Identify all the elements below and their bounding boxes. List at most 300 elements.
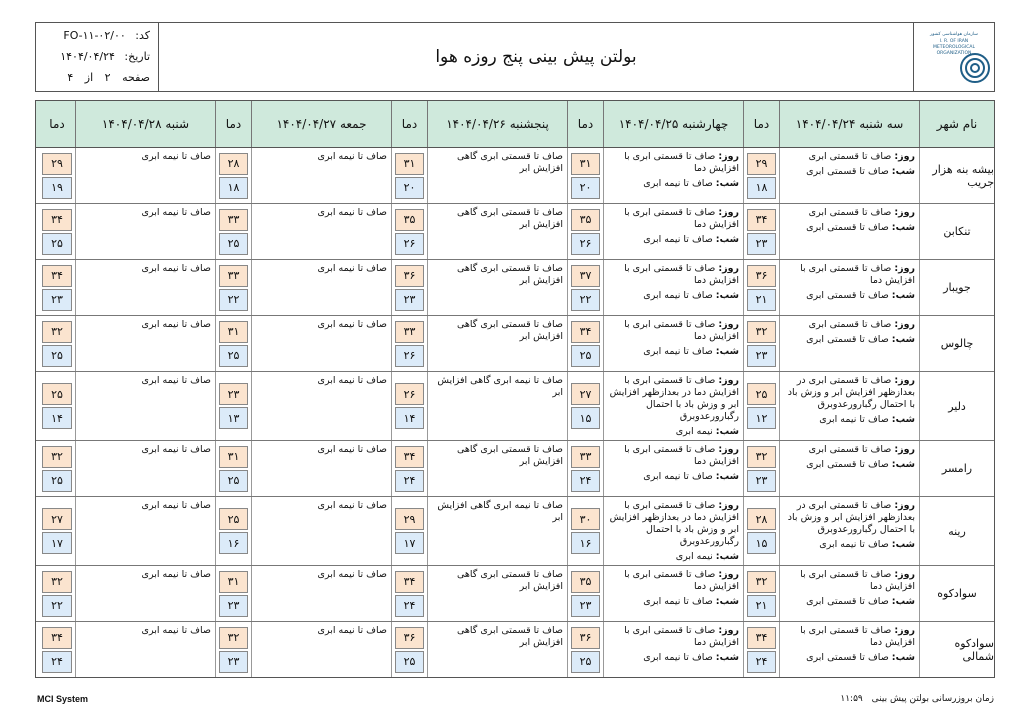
- day-condition: صاف تا نیمه ابری: [317, 500, 387, 511]
- min-temp: ۲۱: [747, 595, 776, 617]
- day-label: روز:: [718, 500, 739, 511]
- night-label: شب:: [891, 290, 915, 301]
- day-forecast: [603, 260, 743, 315]
- day-condition: صاف تا قسمتی ابری با افزایش دما: [624, 207, 739, 230]
- min-temp: ۲۳: [219, 595, 248, 617]
- day-condition: صاف تا قسمتی ابری با افزایش دما: [624, 569, 739, 592]
- logo-graphic: [914, 23, 994, 91]
- min-temp: ۲۲: [42, 595, 72, 617]
- temperature-cell: [391, 566, 427, 621]
- max-temp: ۲۸: [219, 153, 248, 175]
- date-line: [60, 50, 150, 63]
- day-label: روز:: [718, 444, 739, 455]
- max-temp: ۳۴: [42, 265, 72, 287]
- temperature-cell: [39, 622, 75, 677]
- logo-text-2: METEOROLOGICAL: [933, 45, 975, 50]
- footer-update-value: ۱۱:۵۹: [840, 694, 863, 704]
- logo-text-1: I. R. OF IRAN: [939, 39, 969, 44]
- max-temp: ۲۹: [747, 153, 776, 175]
- day-line: [784, 444, 915, 456]
- night-label: شب:: [715, 596, 739, 607]
- night-line: [784, 652, 915, 664]
- temperature-cell: [743, 260, 779, 315]
- night-condition: صاف تا قسمتی ابری: [806, 459, 889, 470]
- night-line: [784, 166, 915, 178]
- table-row: [36, 566, 994, 622]
- max-temp: ۲۹: [42, 153, 72, 175]
- day-condition: صاف تا نیمه ابری: [317, 319, 387, 330]
- night-label: شب:: [715, 234, 739, 245]
- min-temp: ۲۵: [219, 233, 248, 255]
- day-forecast: [603, 372, 743, 440]
- temperature-cell: [743, 316, 779, 371]
- night-condition: صاف تا نیمه ابری: [643, 178, 713, 189]
- min-temp: ۲۵: [571, 345, 600, 367]
- min-temp: ۲۵: [42, 470, 72, 492]
- city-name: تنکابن: [919, 204, 994, 259]
- day-forecast: [427, 148, 567, 203]
- day-label: روز:: [894, 500, 915, 511]
- day-label: روز:: [894, 625, 915, 636]
- day-condition: صاف تا نیمه ابری گاهی افزایش ابر: [437, 500, 563, 523]
- day-line: [784, 500, 915, 536]
- temperature-cell: [391, 441, 427, 496]
- max-temp: ۲۹: [395, 508, 424, 530]
- day-forecast: [427, 497, 567, 565]
- min-temp: ۱۳: [219, 407, 248, 429]
- logo-text-fa: سازمان هواشناسی کشور: [930, 32, 978, 37]
- day-condition: صاف تا قسمتی ابری در بعدازظهر افزایش ابر و وزش باد با احتمال رگبارورعدوبرق: [787, 375, 915, 410]
- night-line: [608, 290, 739, 302]
- max-temp: ۳۴: [747, 627, 776, 649]
- min-temp: ۲۳: [219, 651, 248, 673]
- min-temp: ۲۲: [219, 289, 248, 311]
- day-condition: صاف تا قسمتی ابری با افزایش دما: [624, 444, 739, 467]
- day-line: [608, 444, 739, 468]
- temperature-cell: [567, 148, 603, 203]
- day-condition: صاف تا قسمتی ابری با افزایش دما: [800, 625, 915, 648]
- temperature-cell: [743, 204, 779, 259]
- night-label: شب:: [891, 539, 915, 550]
- day-forecast: [603, 441, 743, 496]
- min-temp: ۱۸: [747, 177, 776, 199]
- temperature-cell: [391, 497, 427, 565]
- night-condition: صاف تا نیمه ابری: [819, 539, 889, 550]
- page-value: ۲: [104, 71, 111, 84]
- min-temp: ۲۲: [571, 289, 600, 311]
- min-temp: ۲۳: [395, 289, 424, 311]
- night-line: [784, 459, 915, 471]
- table-row: [36, 260, 994, 316]
- night-condition: صاف تا نیمه ابری: [819, 414, 889, 425]
- day-condition: صاف تا قسمتی ابری با افزایش دما در بعدازظهر افزایش ابر و وزش باد با احتمال رگبارورعدوبرق: [609, 375, 739, 422]
- day-line: [608, 375, 739, 423]
- footer-update-time: [840, 694, 994, 704]
- day-forecast: [779, 622, 919, 677]
- min-temp: ۲۰: [571, 177, 600, 199]
- day-forecast: [75, 260, 215, 315]
- temperature-cell: [391, 204, 427, 259]
- day-forecast: [779, 260, 919, 315]
- table-row: [36, 622, 994, 677]
- city-name: رامسر: [919, 441, 994, 496]
- min-temp: ۲۴: [42, 651, 72, 673]
- min-temp: ۱۶: [571, 532, 600, 554]
- max-temp: ۲۸: [747, 508, 776, 530]
- night-condition: صاف تا نیمه ابری: [643, 346, 713, 357]
- day-forecast: [427, 204, 567, 259]
- day-condition: صاف تا قسمتی ابری: [808, 207, 892, 218]
- temperature-cell: [39, 372, 75, 440]
- max-temp: ۳۴: [395, 446, 424, 468]
- day-condition: صاف تا نیمه ابری: [141, 569, 211, 580]
- day-line: [608, 500, 739, 548]
- day-forecast: [75, 441, 215, 496]
- of-label: از: [84, 71, 94, 84]
- min-temp: ۲۳: [747, 345, 776, 367]
- day-condition: صاف تا قسمتی ابری: [808, 151, 892, 162]
- table-row: [36, 316, 994, 372]
- day-forecast: [251, 316, 391, 371]
- temperature-cell: [391, 148, 427, 203]
- day-label: روز:: [718, 375, 739, 386]
- table-header-row: [36, 101, 994, 148]
- night-label: شب:: [715, 346, 739, 357]
- night-condition: صاف تا قسمتی ابری: [806, 290, 889, 301]
- footer-system-name: MCI System: [37, 694, 89, 704]
- temperature-cell: [391, 260, 427, 315]
- temperature-cell: [567, 622, 603, 677]
- day-forecast: [603, 148, 743, 203]
- min-temp: ۲۵: [219, 470, 248, 492]
- day-line: [608, 207, 739, 231]
- table-row: [36, 497, 994, 566]
- city-name: سوادکوه شمالی: [919, 622, 994, 677]
- day-forecast: [75, 497, 215, 565]
- night-condition: صاف تا نیمه ابری: [643, 290, 713, 301]
- temperature-cell: [391, 316, 427, 371]
- max-temp: ۳۶: [571, 627, 600, 649]
- night-line: [608, 551, 739, 563]
- max-temp: ۲۵: [747, 383, 776, 405]
- min-temp: ۲۶: [571, 233, 600, 255]
- day-condition: صاف تا قسمتی ابری گاهی افزایش ابر: [456, 444, 563, 467]
- night-condition: صاف تا نیمه ابری: [643, 652, 713, 663]
- max-temp: ۲۷: [42, 508, 72, 530]
- max-temp: ۳۶: [747, 265, 776, 287]
- max-temp: ۳۴: [571, 321, 600, 343]
- max-temp: ۳۲: [42, 446, 72, 468]
- temperature-cell: [567, 260, 603, 315]
- max-temp: ۳۶: [395, 265, 424, 287]
- temperature-cell: [567, 204, 603, 259]
- night-label: شب:: [715, 426, 739, 437]
- min-temp: ۱۷: [395, 532, 424, 554]
- night-label: شب:: [891, 459, 915, 470]
- day-condition: صاف تا قسمتی ابری گاهی افزایش ابر: [456, 207, 563, 230]
- day-condition: صاف تا قسمتی ابری با افزایش دما در بعدازظهر افزایش ابر و وزش باد با احتمال رگبارورعدوبرق: [609, 500, 739, 547]
- min-temp: ۲۵: [42, 345, 72, 367]
- max-temp: ۳۰: [571, 508, 600, 530]
- max-temp: ۳۶: [395, 627, 424, 649]
- bulletin-header: [35, 22, 995, 92]
- day-condition: صاف تا قسمتی ابری: [808, 319, 892, 330]
- temperature-cell: [743, 622, 779, 677]
- day-condition: صاف تا نیمه ابری: [317, 625, 387, 636]
- day-condition: صاف تا نیمه ابری: [317, 207, 387, 218]
- day-line: [784, 263, 915, 287]
- day-forecast: [75, 566, 215, 621]
- day-condition: صاف تا نیمه ابری گاهی افزایش ابر: [437, 375, 563, 398]
- min-temp: ۲۶: [395, 233, 424, 255]
- temperature-cell: [39, 148, 75, 203]
- min-temp: ۲۱: [747, 289, 776, 311]
- day-condition: صاف تا قسمتی ابری با افزایش دما: [624, 319, 739, 342]
- column-header-temp: دما: [391, 101, 427, 147]
- day-label: روز:: [894, 444, 915, 455]
- max-temp: ۳۴: [42, 627, 72, 649]
- forecast-table: [35, 100, 995, 678]
- code-label: کد:: [135, 29, 150, 42]
- city-name: دلیر: [919, 372, 994, 440]
- temperature-cell: [39, 204, 75, 259]
- temperature-cell: [743, 148, 779, 203]
- day-forecast: [251, 566, 391, 621]
- day-forecast: [603, 204, 743, 259]
- table-row: [36, 441, 994, 497]
- day-line: [784, 207, 915, 219]
- min-temp: ۲۰: [395, 177, 424, 199]
- day-forecast: [251, 622, 391, 677]
- day-condition: صاف تا قسمتی ابری گاهی افزایش ابر: [456, 569, 563, 592]
- code-value: FO-۱۱-۰۲/۰۰: [63, 29, 126, 42]
- column-header-day: پنجشنبه ۱۴۰۴/۰۴/۲۶: [427, 101, 567, 147]
- night-condition: نیمه ابری: [675, 426, 713, 437]
- day-label: روز:: [894, 151, 915, 162]
- day-line: [608, 263, 739, 287]
- temperature-cell: [215, 566, 251, 621]
- min-temp: ۲۳: [747, 470, 776, 492]
- day-line: [608, 319, 739, 343]
- day-forecast: [779, 566, 919, 621]
- min-temp: ۱۴: [395, 407, 424, 429]
- column-header-temp: دما: [743, 101, 779, 147]
- min-temp: ۲۵: [42, 233, 72, 255]
- min-temp: ۱۲: [747, 407, 776, 429]
- day-label: روز:: [718, 569, 739, 580]
- page-line: [67, 71, 150, 84]
- column-header-day: جمعه ۱۴۰۴/۰۴/۲۷: [251, 101, 391, 147]
- temperature-cell: [215, 497, 251, 565]
- day-condition: صاف تا نیمه ابری: [141, 444, 211, 455]
- max-temp: ۳۳: [395, 321, 424, 343]
- max-temp: ۳۲: [747, 571, 776, 593]
- day-forecast: [251, 204, 391, 259]
- night-label: شب:: [891, 596, 915, 607]
- day-forecast: [779, 204, 919, 259]
- city-name: بیشه بنه هزار جریب: [919, 148, 994, 203]
- day-forecast: [75, 316, 215, 371]
- night-line: [784, 334, 915, 346]
- day-forecast: [603, 622, 743, 677]
- day-label: روز:: [894, 569, 915, 580]
- city-name: رینه: [919, 497, 994, 565]
- day-condition: صاف تا قسمتی ابری با افزایش دما: [800, 569, 915, 592]
- night-condition: صاف تا قسمتی ابری: [806, 596, 889, 607]
- max-temp: ۲۵: [219, 508, 248, 530]
- day-label: روز:: [718, 207, 739, 218]
- min-temp: ۲۵: [395, 651, 424, 673]
- max-temp: ۲۵: [42, 383, 72, 405]
- max-temp: ۳۴: [395, 571, 424, 593]
- column-header-temp: دما: [215, 101, 251, 147]
- day-forecast: [75, 372, 215, 440]
- temperature-cell: [567, 372, 603, 440]
- night-label: شب:: [891, 414, 915, 425]
- day-condition: صاف تا نیمه ابری: [317, 569, 387, 580]
- day-forecast: [427, 316, 567, 371]
- night-label: شب:: [891, 166, 915, 177]
- day-label: روز:: [894, 263, 915, 274]
- page-total: ۴: [67, 71, 74, 84]
- day-line: [784, 375, 915, 411]
- max-temp: ۲۳: [219, 383, 248, 405]
- night-line: [608, 596, 739, 608]
- min-temp: ۲۴: [747, 651, 776, 673]
- night-condition: صاف تا نیمه ابری: [643, 471, 713, 482]
- max-temp: ۳۲: [747, 446, 776, 468]
- day-forecast: [251, 260, 391, 315]
- column-header-temp: دما: [49, 117, 65, 131]
- night-line: [784, 222, 915, 234]
- day-condition: صاف تا نیمه ابری: [317, 444, 387, 455]
- page-title: بولتن پیش بینی پنج روزه هوا: [435, 47, 637, 67]
- night-label: شب:: [715, 652, 739, 663]
- max-temp: ۳۵: [571, 209, 600, 231]
- max-temp: ۳۲: [42, 321, 72, 343]
- min-temp: ۲۵: [219, 345, 248, 367]
- day-forecast: [427, 260, 567, 315]
- day-condition: صاف تا نیمه ابری: [141, 625, 211, 636]
- document-code-box: [36, 23, 159, 91]
- night-condition: صاف تا نیمه ابری: [643, 234, 713, 245]
- day-condition: صاف تا نیمه ابری: [141, 263, 211, 274]
- day-forecast: [427, 622, 567, 677]
- day-condition: صاف تا قسمتی ابری با افزایش دما: [624, 151, 739, 174]
- min-temp: ۲۳: [747, 233, 776, 255]
- day-line: [784, 319, 915, 331]
- day-condition: صاف تا قسمتی ابری در بعدازظهر افزایش ابر و وزش باد با احتمال رگبارورعدوبرق: [787, 500, 915, 535]
- night-line: [784, 596, 915, 608]
- night-line: [784, 539, 915, 551]
- max-temp: ۳۲: [42, 571, 72, 593]
- temperature-cell: [391, 372, 427, 440]
- temperature-cell: [567, 316, 603, 371]
- night-condition: صاف تا قسمتی ابری: [806, 222, 889, 233]
- night-label: شب:: [891, 222, 915, 233]
- temperature-cell: [39, 260, 75, 315]
- night-label: شب:: [891, 652, 915, 663]
- table-row: [36, 148, 994, 204]
- temperature-cell: [743, 441, 779, 496]
- day-forecast: [779, 372, 919, 440]
- day-condition: صاف تا قسمتی ابری با افزایش دما: [624, 625, 739, 648]
- min-temp: ۲۳: [571, 595, 600, 617]
- max-temp: ۳۱: [219, 571, 248, 593]
- day-condition: صاف تا نیمه ابری: [317, 263, 387, 274]
- night-line: [608, 346, 739, 358]
- day-line: [784, 625, 915, 649]
- max-temp: ۳۲: [219, 627, 248, 649]
- min-temp: ۲۶: [395, 345, 424, 367]
- temperature-cell: [743, 497, 779, 565]
- max-temp: ۳۲: [747, 321, 776, 343]
- max-temp: ۳۴: [42, 209, 72, 231]
- day-line: [784, 151, 915, 163]
- max-temp: ۳۳: [571, 446, 600, 468]
- day-label: روز:: [718, 319, 739, 330]
- footer-update-label: زمان بروزرسانی بولتن پیش بینی: [871, 694, 994, 704]
- day-condition: صاف تا نیمه ابری: [141, 151, 211, 162]
- night-label: شب:: [715, 178, 739, 189]
- temperature-cell: [567, 441, 603, 496]
- night-condition: نیمه ابری: [675, 551, 713, 562]
- temperature-cell: [39, 441, 75, 496]
- night-line: [608, 652, 739, 664]
- day-condition: صاف تا قسمتی ابری: [808, 444, 892, 455]
- temperature-cell: [743, 372, 779, 440]
- column-header-temp: دما: [567, 101, 603, 147]
- night-line: [784, 290, 915, 302]
- day-forecast: [251, 441, 391, 496]
- night-condition: صاف تا قسمتی ابری: [806, 166, 889, 177]
- min-temp: ۱۶: [219, 532, 248, 554]
- night-line: [608, 178, 739, 190]
- day-forecast: [251, 497, 391, 565]
- max-temp: ۳۱: [395, 153, 424, 175]
- logo-text-3: ORGANIZATION: [936, 51, 972, 56]
- min-temp: ۲۳: [42, 289, 72, 311]
- min-temp: ۱۵: [571, 407, 600, 429]
- night-label: شب:: [891, 334, 915, 345]
- max-temp: ۳۱: [219, 321, 248, 343]
- day-condition: صاف تا نیمه ابری: [141, 207, 211, 218]
- min-temp: ۱۹: [42, 177, 72, 199]
- night-condition: صاف تا قسمتی ابری: [806, 652, 889, 663]
- night-label: شب:: [715, 551, 739, 562]
- temperature-cell: [39, 497, 75, 565]
- column-header-city: نام شهر: [919, 101, 994, 147]
- column-header-day: چهارشنبه ۱۴۰۴/۰۴/۲۵: [603, 101, 743, 147]
- min-temp: ۱۵: [747, 532, 776, 554]
- date-label: تاریخ:: [124, 50, 150, 63]
- code-line: [63, 29, 150, 42]
- date-value: ۱۴۰۴/۰۴/۲۴: [60, 50, 115, 63]
- table-row: [36, 204, 994, 260]
- temperature-cell: [215, 260, 251, 315]
- day-label: روز:: [718, 151, 739, 162]
- column-header-day: شنبه ۱۴۰۴/۰۴/۲۸: [75, 101, 215, 147]
- max-temp: ۳۵: [395, 209, 424, 231]
- day-forecast: [427, 441, 567, 496]
- day-forecast: [75, 204, 215, 259]
- day-condition: صاف تا نیمه ابری: [141, 375, 211, 386]
- night-line: [608, 426, 739, 438]
- day-condition: صاف تا نیمه ابری: [317, 375, 387, 386]
- temperature-cell: [567, 497, 603, 565]
- day-label: روز:: [894, 375, 915, 386]
- table-row: [36, 372, 994, 441]
